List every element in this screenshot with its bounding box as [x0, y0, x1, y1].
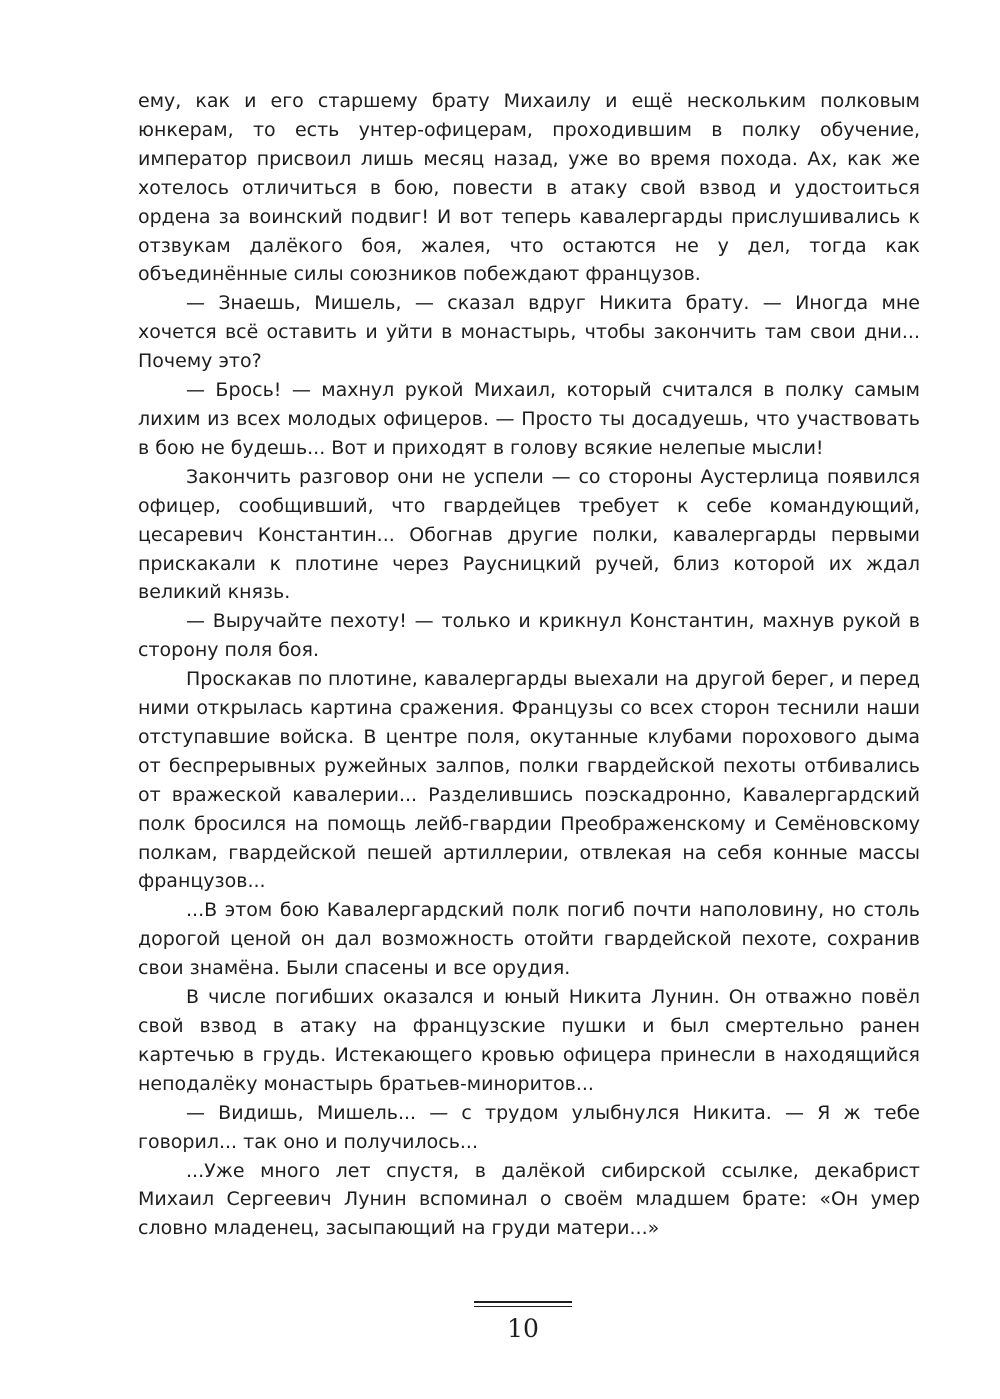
paragraph-9: — Видишь, Мишель... — с трудом улыбнулся Никита. — Я ж тебе говорил... так оно и получилось...	[138, 1101, 920, 1153]
body-text	[138, 87, 920, 1243]
paragraph-3: — Брось! — махнул рукой Михаил, который считался в полку самым лихим из всех молодых офицеров. — Просто ты досадуешь, что участвовать в бою не будешь... Вот и приходят в голову всякие нелепые мысли!	[138, 379, 920, 459]
page-number: 10	[507, 1314, 539, 1343]
paragraph-1: ему, как и его старшему брату Михаилу и ещё нескольким полковым юнкерам, то есть унтер-офицерам, проходившим в полку обучение, император присвоил лишь месяц назад, уже во время похода. Ах, как же хотелось отличиться в бою, повести в атаку свой взвод и удостоиться ордена за воинский подвиг! И вот теперь кавалергарды прислушивались к отзвукам далёкого боя, жалея, что остаются не у дел, тогда как объединённые силы союзников побеждают французов.	[138, 90, 920, 286]
paragraph-6: Проскакав по плотине, кавалергарды выехали на другой берег, и перед ними открылась картина сражения. Французы со всех сторон теснили наши отступавшие войска. В центре поля, окутанные клубами порохового дыма от беспрерывных ружейных залпов, полки гвардейской пехоты отбивались от вражеской кавалерии... Разделившись поэскадронно, Кавалергардский полк бросился на помощь лейб-гвардии Преображенскому и Семёновскому полкам, гвардейской пешей артиллерии, отвлекая на себя конные массы французов...	[138, 668, 920, 893]
paragraph-4: Закончить разговор они не успели — со стороны Аустерлица появился офицер, сообщивший, что гвардейцев требует к себе командующий, цесаревич Константин... Обогнав другие полки, кавалергарды первыми прискакали к плотине через Раусницкий ручей, близ которой их ждал великий князь.	[138, 465, 920, 604]
paragraph-7: ...В этом бою Кавалергардский полк погиб почти наполовину, но столь дорогой ценой он дал возможность отойти гвардейской пехоте, сохранив свои знамёна. Были спасены и все орудия.	[138, 899, 920, 980]
paragraph-10: ...Уже много лет спустя, в далёкой сибирской ссылке, декабрист Михаил Сергеевич Лунин вспоминал о своём младшем брате: «Он умер словно младенец, засыпающий на груди матери...»	[138, 1159, 920, 1240]
footer-rule-thick	[474, 1301, 572, 1303]
paragraph-2: — Знаешь, Мишель, — сказал вдруг Никита брату. — Иногда мне хочется всё оставить и уйти в монастырь, чтобы закончить там свои дни... Почему это?	[138, 292, 920, 373]
paragraph-8: В числе погибших оказался и юный Никита Лунин. Он отважно повёл свой взвод в атаку на французские пушки и был смертельно ранен картечью в грудь. Истекающего кровью офицера принесли в находящийся неподалёку монастырь братьев-миноритов...	[138, 986, 920, 1095]
paragraph-5: — Выручайте пехоту! — только и крикнул Константин, махнув рукой в сторону поля боя.	[138, 610, 920, 662]
footer-rule-thin	[474, 1306, 572, 1307]
